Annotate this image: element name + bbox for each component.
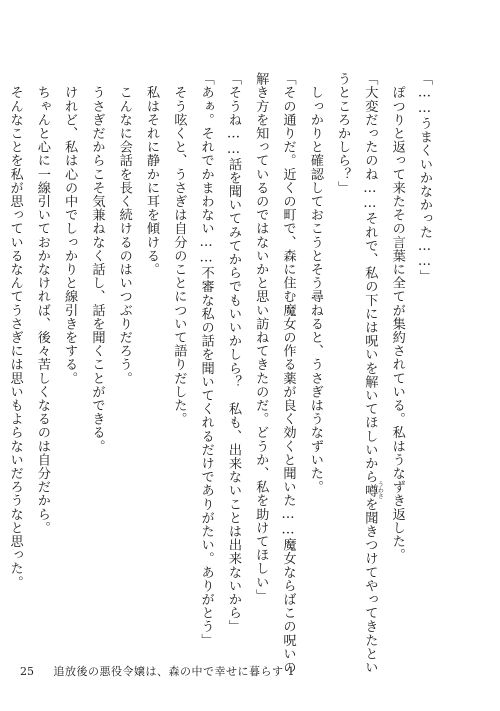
text-line-6: 「その通りだ。近くの町で、森に住む魔女の作る薬が良く効くと聞いた……魔女ならばこの呪いの (280, 72, 296, 674)
text-line-7: 解き方を知っているのではないかと思い訪ねてきたのだ。どうか、私を助けてほしい」 (253, 72, 269, 603)
text-line-8: 「そうね……話を聞いてみてからでもいいかしら？ 私も、出来ないことは出来ないから」 (225, 72, 241, 634)
text-line-1: 「……うまくいかなかった……」 (417, 72, 432, 284)
text-line-16: そんなことを私が思っているなんてうさぎには思いもよらないだろうなと思った。 (7, 72, 23, 589)
text-line-11: 私はそれに静かに耳を傾ける。 (144, 72, 160, 276)
ruby-reading: うわさ (376, 481, 384, 500)
text-line-10: そう呟くと、うさぎは自分のことについて語りだした。 (171, 72, 187, 426)
text-line-12: こんなに会話を長く続けるのはいつぶりだろう。 (116, 72, 132, 385)
page-footer (20, 662, 480, 682)
text-line-4: うところかしら？」 (335, 72, 351, 195)
text-line-5: しっかりと確認しておこうとそう尋ねると、うさぎはうなずいた。 (307, 72, 323, 494)
text-line-2: ぽつりと返って来たその言葉に全てが集約されている。私はうなずき返した。 (389, 72, 405, 562)
text-line-14: けれど、私は心の中でしっかりと線引きをする。 (62, 72, 78, 385)
text-line-13: うさぎだからこそ気兼ねなく話し、話を聞くことができる。 (89, 72, 105, 453)
text-line-3: 「大変だったのね……それで、私の下には呪いを解いてほしいから噂 うわさを聞きつけてやってきたとい (362, 72, 384, 675)
running-head-title: 追放後の悪役令嬢は、森の中で幸せに暮らす 1 (53, 665, 295, 678)
text-line-9: 「あぁ。それでかまわない……不審な私の話を聞いてくれるだけでありがたい。ありがとう」 (198, 72, 214, 647)
text-line-15: ちゃんと心に一線引いておかなければ、後々苦しくなるのは自分だから。 (34, 72, 50, 535)
ruby-annotation: 噂 うわさ (362, 481, 384, 500)
page-number: 25 (20, 665, 34, 678)
